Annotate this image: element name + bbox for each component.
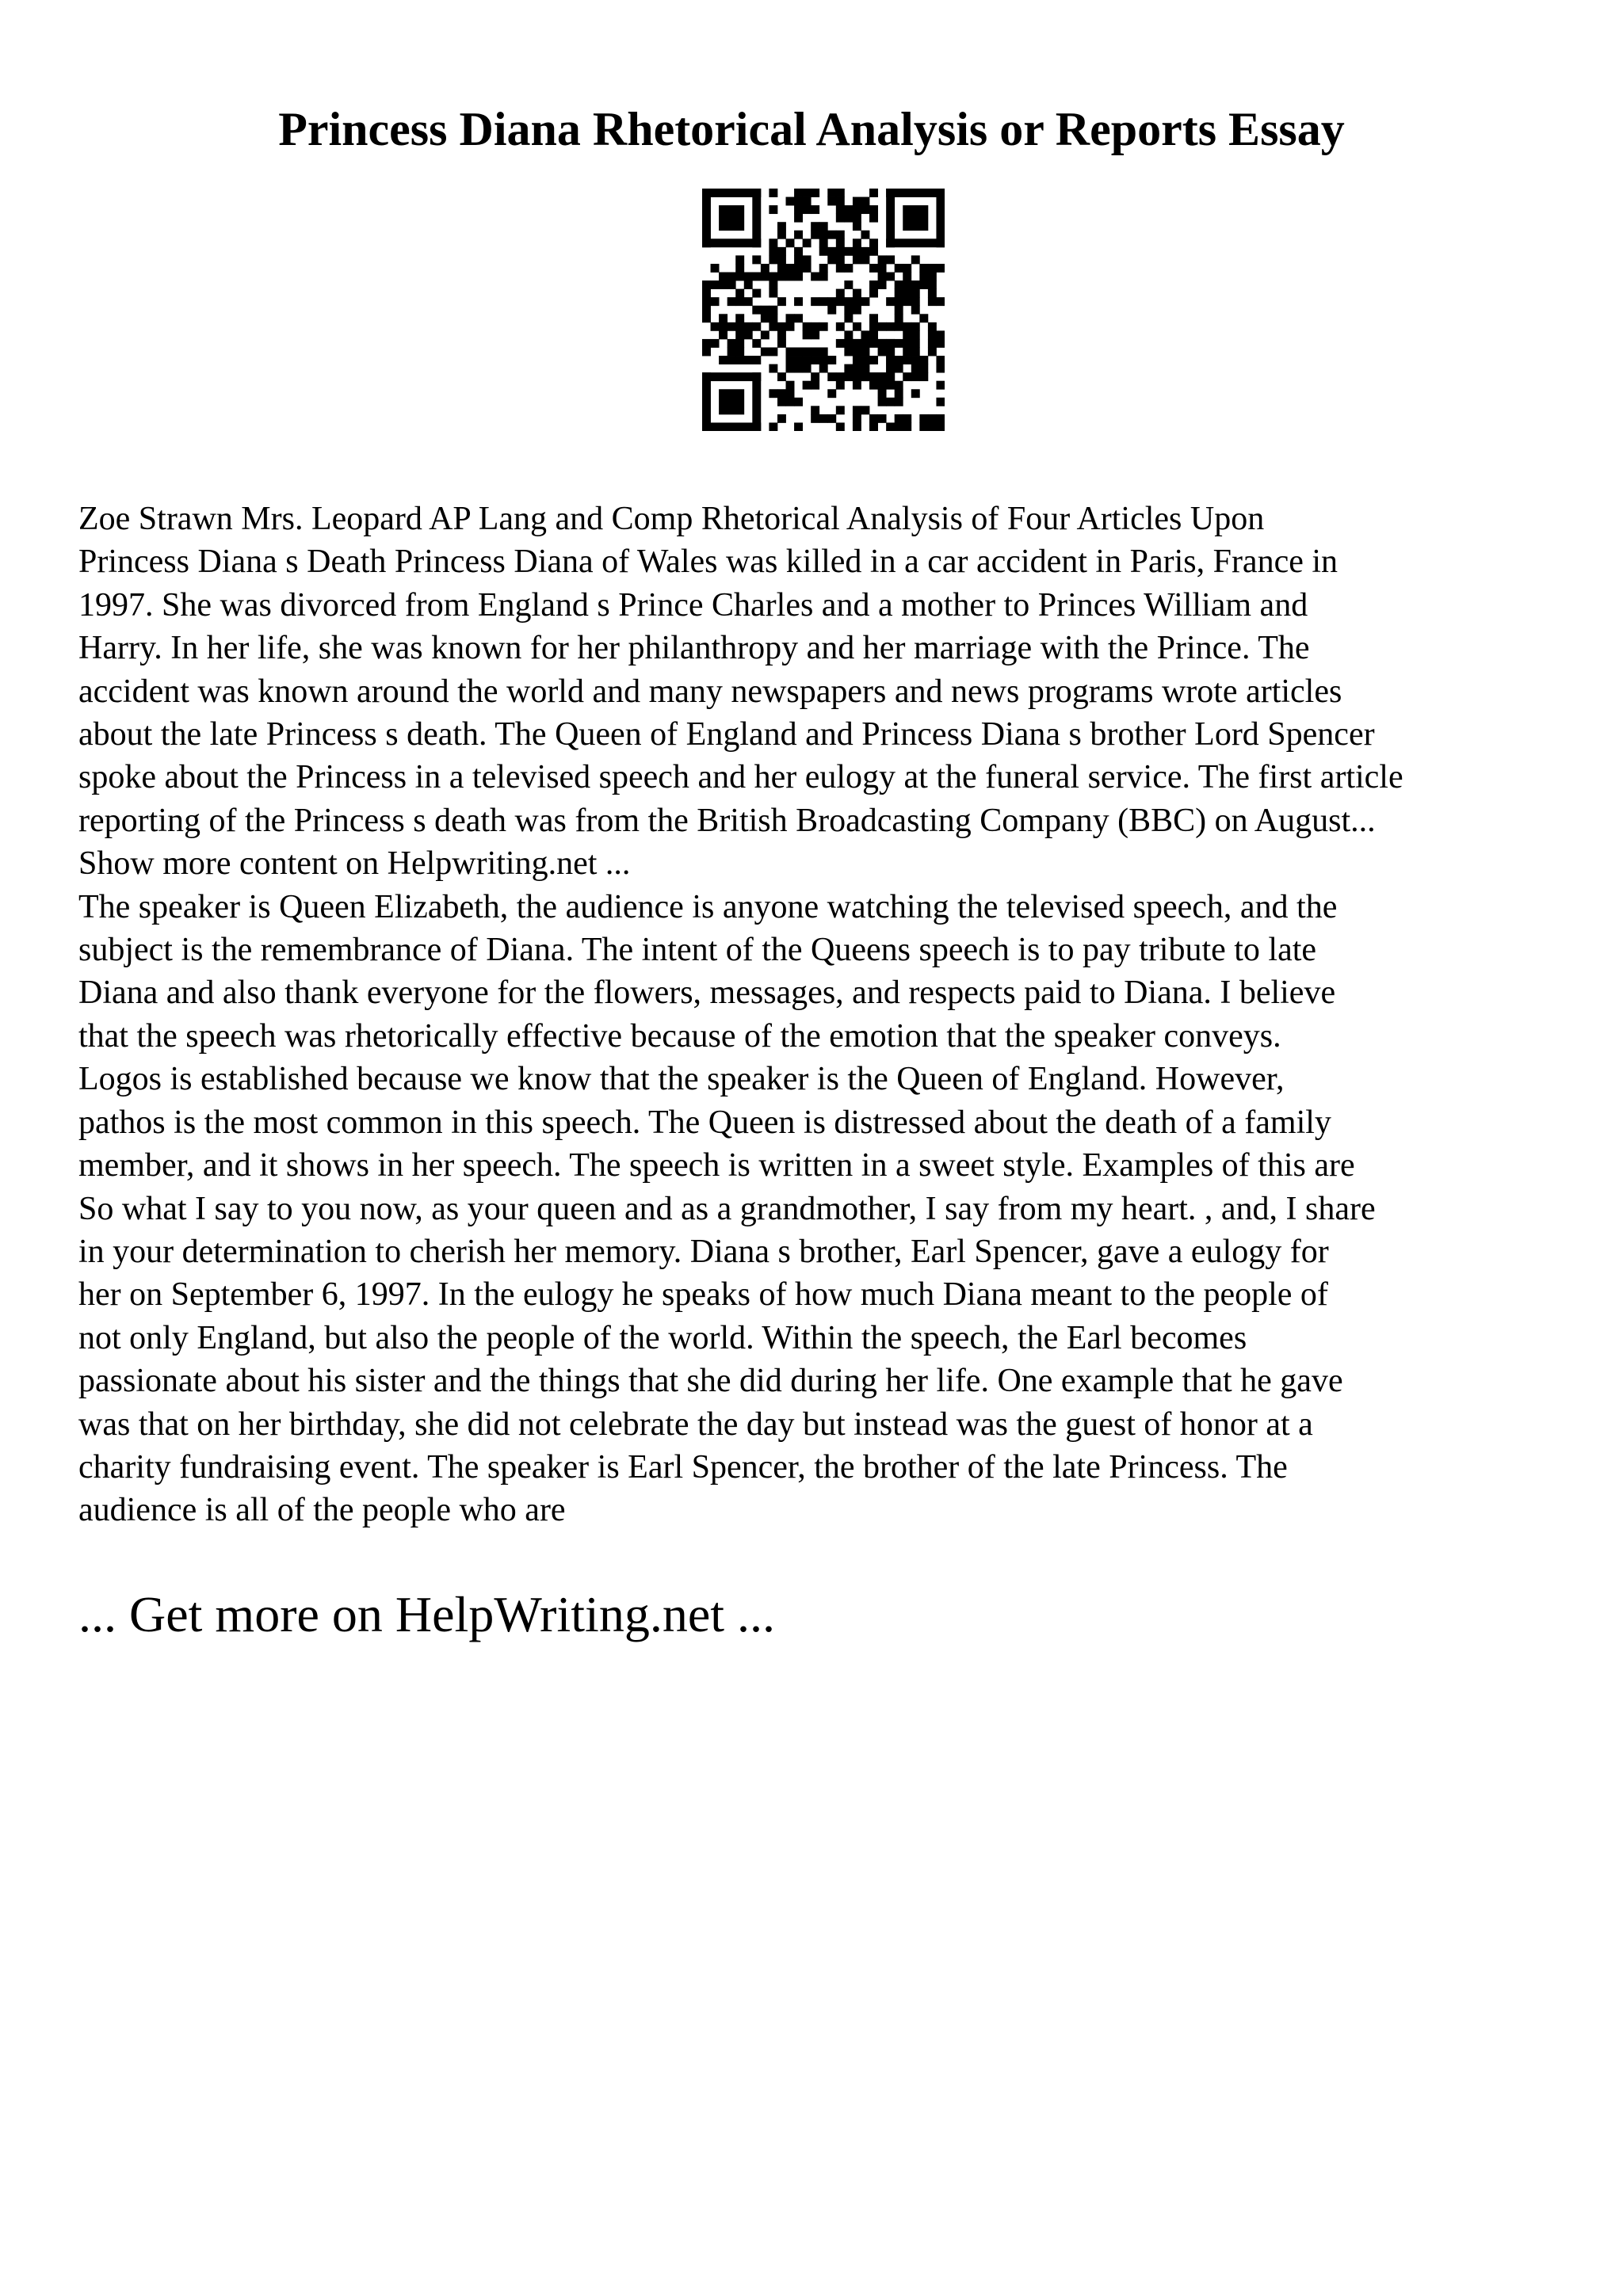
body-line: charity fundraising event. The speaker is Earl Spencer, the brother of the late Princess. The: [78, 1448, 1288, 1486]
body-line: 1997. She was divorced from England s Prince Charles and a mother to Princes William and: [78, 586, 1308, 624]
body-text: [78, 498, 1568, 1532]
body-line: pathos is the most common in this speech. The Queen is distressed about the death of a family: [78, 1104, 1331, 1141]
body-line: accident was known around the world and many newspapers and news programs wrote articles: [78, 673, 1342, 710]
body-line: was that on her birthday, she did not celebrate the day but instead was the guest of honor at a: [78, 1405, 1313, 1443]
body-line: not only England, but also the people of the world. Within the speech, the Earl becomes: [78, 1319, 1247, 1356]
body-line: Zoe Strawn Mrs. Leopard AP Lang and Comp Rhetorical Analysis of Four Articles Upon: [78, 501, 1265, 537]
qr-code-graphic: [702, 189, 945, 431]
body-line: passionate about his sister and the things that she did during her life. One example that he gave: [78, 1363, 1343, 1400]
qr-code-icon: [702, 189, 945, 431]
body-line: about the late Princess s death. The Queen of England and Princess Diana s brother Lord Spencer: [78, 716, 1375, 753]
body-line: that the speech was rhetorically effective because of the emotion that the speaker conveys.: [78, 1017, 1281, 1055]
get-more-link[interactable]: ... Get more on HelpWriting.net ...: [78, 1586, 775, 1642]
body-line: Harry. In her life, she was known for her philanthropy and her marriage with the Prince. The: [78, 630, 1310, 667]
body-line: audience is all of the people who are: [78, 1492, 566, 1529]
body-line: Diana and also thank everyone for the flowers, messages, and respects paid to Diana. I believe: [78, 974, 1336, 1012]
body-line: in your determination to cherish her memory. Diana s brother, Earl Spencer, gave a eulogy for: [78, 1233, 1329, 1270]
page-title: Princess Diana Rhetorical Analysis or Reports Essay: [278, 103, 1345, 155]
body-line: The speaker is Queen Elizabeth, the audience is anyone watching the televised speech, and the: [78, 888, 1338, 925]
body-line: her on September 6, 1997. In the eulogy he speaks of how much Diana meant to the people of: [78, 1276, 1328, 1314]
body-line: Logos is established because we know that the speaker is the Queen of England. However,: [78, 1061, 1285, 1098]
body-line: subject is the remembrance of Diana. The intent of the Queens speech is to pay tribute to late: [78, 932, 1317, 969]
body-line: Princess Diana s Death Princess Diana of Wales was killed in a car accident in Paris, France in: [78, 543, 1338, 581]
body-line: reporting of the Princess s death was from the British Broadcasting Company (BBC) on August...: [78, 802, 1376, 839]
body-line: spoke about the Princess in a televised speech and her eulogy at the funeral service. The first article: [78, 759, 1403, 796]
body-line: So what I say to you now, as your queen and as a grandmother, I say from my heart. , and, I share: [78, 1190, 1376, 1227]
body-line: Show more content on Helpwriting.net ...: [78, 845, 631, 883]
body-line: member, and it shows in her speech. The speech is written in a sweet style. Examples of this are: [78, 1147, 1355, 1184]
